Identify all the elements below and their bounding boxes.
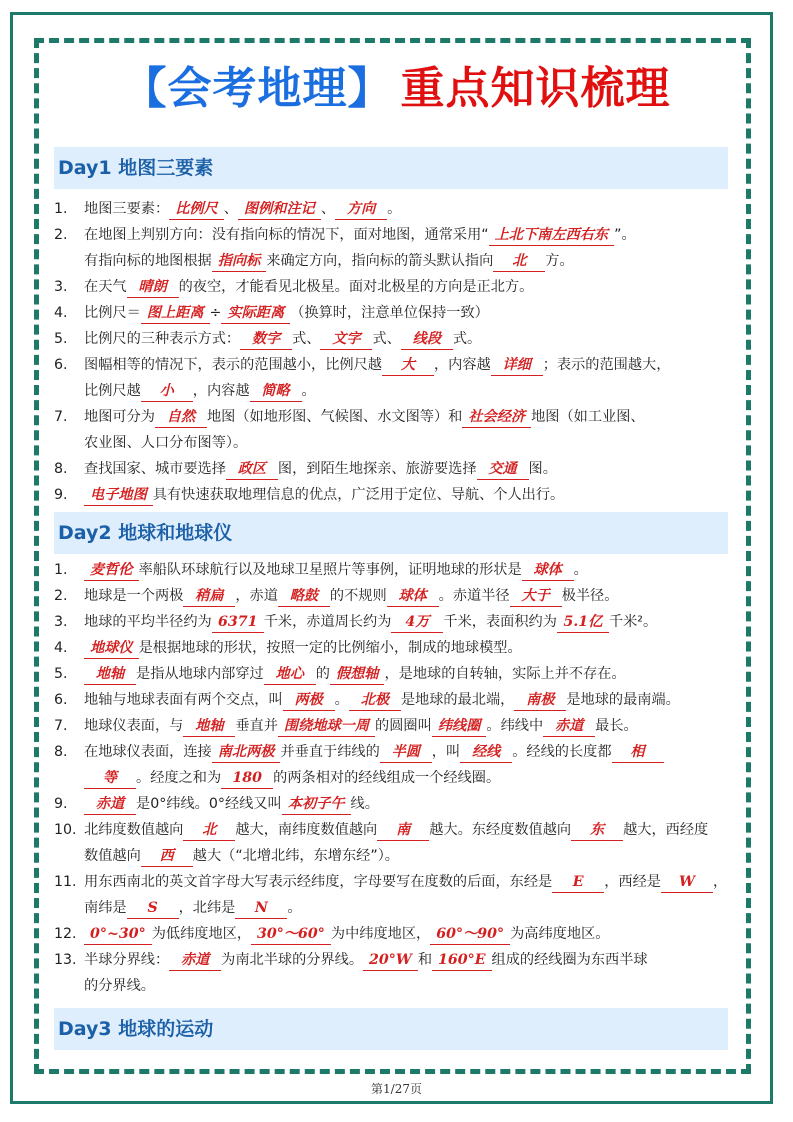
answer-blank: 麦哲伦 xyxy=(84,560,139,581)
answer-blank: 晴朗 xyxy=(127,277,179,298)
list-item xyxy=(54,404,734,456)
title-part2: 重点知识梳理 xyxy=(400,63,671,114)
answer-blank: 60°～90° xyxy=(430,924,510,945)
item-text: 。 xyxy=(573,562,588,578)
answer-blank: E xyxy=(552,872,604,893)
item-text: 率船队环球航行以及地球卫星照片等事例，证明地球的形状是 xyxy=(138,562,522,578)
item-text: 并垂直于纬线的 xyxy=(280,744,380,760)
item-text: 农业图、人口分布图等）。 xyxy=(84,435,248,451)
item-text: 北纬度数值越向 xyxy=(84,822,184,838)
section-day1-heading: Day1 地图三要素 xyxy=(54,147,728,189)
item-text: ；表示的范围越大， xyxy=(542,357,671,373)
item-number: 10. xyxy=(54,822,77,838)
item-number: 13. xyxy=(54,952,77,968)
answer-blank: 略鼓 xyxy=(278,586,330,607)
item-text: 式、 xyxy=(292,331,321,347)
item-line xyxy=(84,404,734,430)
answer-blank: 6371 xyxy=(212,612,264,633)
list-item xyxy=(54,739,734,791)
item-line xyxy=(84,973,734,999)
answer-blank: 自然 xyxy=(155,407,207,428)
item-text: 式。 xyxy=(452,331,482,347)
answer-blank: 本初子午 xyxy=(282,794,351,815)
item-text: 。 xyxy=(334,692,349,708)
item-number: 5. xyxy=(54,331,68,347)
item-text: 为中纬度地区， xyxy=(330,926,431,942)
answer-blank: 赤道 xyxy=(169,950,221,971)
item-text: 垂直并 xyxy=(235,718,278,734)
item-line xyxy=(84,635,734,661)
item-text: 的圆圈叫 xyxy=(375,718,432,734)
answer-blank: 北 xyxy=(183,820,235,841)
item-text: 。 xyxy=(301,383,316,399)
list-item xyxy=(54,609,734,635)
item-line xyxy=(84,661,734,687)
item-text: 式、 xyxy=(372,331,401,347)
item-text: ， xyxy=(712,874,728,890)
item-line xyxy=(84,609,734,635)
item-text: 极半径。 xyxy=(561,588,619,604)
item-line xyxy=(84,817,734,843)
answer-blank: 数字 xyxy=(240,329,292,350)
item-text: 南纬是 xyxy=(84,900,127,916)
item-number: 6. xyxy=(54,692,68,708)
item-text: 方。 xyxy=(545,253,574,269)
item-number: 9. xyxy=(54,487,68,503)
item-text: 最长。 xyxy=(595,718,638,734)
answer-blank: 赤道 xyxy=(84,794,136,815)
item-text: 越大，西经度 xyxy=(623,822,709,838)
answer-blank: S xyxy=(127,898,179,919)
item-text: 为高纬度地区。 xyxy=(510,926,610,942)
item-text: 线。 xyxy=(350,796,379,812)
item-text: 和 xyxy=(417,952,433,968)
answer-blank: 电子地图 xyxy=(84,485,153,506)
item-text: 的夜空，才能看见北极星。面对北极星的方向是正北方。 xyxy=(178,279,534,295)
list-item xyxy=(54,557,734,583)
item-line xyxy=(84,921,734,947)
item-text: 在地球仪表面，连接 xyxy=(84,744,212,760)
answer-blank: 北极 xyxy=(349,690,401,711)
answer-blank: 简略 xyxy=(250,381,302,402)
item-text: 地图（如工业图、 xyxy=(531,409,645,425)
item-text: 是根据地球的形状，按照一定的比例缩小，制成的地球模型。 xyxy=(138,640,522,656)
answer-blank: 0°~30° xyxy=(84,924,152,945)
item-text: ，西经是 xyxy=(604,874,661,890)
list-item xyxy=(54,222,734,274)
list-item xyxy=(54,583,734,609)
answer-blank: 地球仪 xyxy=(84,638,139,659)
item-line xyxy=(84,713,734,739)
item-text: ，赤道 xyxy=(235,588,278,604)
answer-blank: 球体 xyxy=(522,560,574,581)
answer-blank: 等 xyxy=(84,768,136,789)
page-number: 第1/27页 xyxy=(371,1082,422,1096)
answer-blank: 南 xyxy=(377,820,429,841)
item-text: 地球是一个两极 xyxy=(84,588,184,604)
day2-list xyxy=(54,557,734,999)
item-text: 。纬线中 xyxy=(486,718,544,734)
item-line xyxy=(84,248,734,274)
item-line xyxy=(84,895,734,921)
item-number: 4. xyxy=(54,640,68,656)
answer-blank: 指向标 xyxy=(212,251,267,272)
answer-blank: 半圆 xyxy=(380,742,432,763)
item-text: 有指向标的地图根据 xyxy=(84,253,212,269)
list-item xyxy=(54,869,734,921)
item-text: 数值越向 xyxy=(84,848,141,864)
item-line xyxy=(84,274,734,300)
item-number: 6. xyxy=(54,357,68,373)
list-item xyxy=(54,713,734,739)
item-text: 地球仪表面，与 xyxy=(84,718,184,734)
item-line xyxy=(84,352,734,378)
item-text: 在天气 xyxy=(84,279,127,295)
item-text: 比例尺越 xyxy=(84,383,141,399)
item-text: 、 xyxy=(223,201,238,217)
answer-blank: 实际距离 xyxy=(221,303,290,324)
answer-blank: 160°E xyxy=(432,950,492,971)
item-line xyxy=(84,791,734,817)
item-line xyxy=(84,430,734,456)
item-number: 8. xyxy=(54,461,68,477)
item-line xyxy=(84,326,734,352)
item-text: 是地球的最南端。 xyxy=(566,692,680,708)
answer-blank: 地轴 xyxy=(183,716,235,737)
answer-blank: 小 xyxy=(141,381,193,402)
item-number: 7. xyxy=(54,718,68,734)
item-text: 在地图上判别方向：没有指向标的情况下，面对地图，通常采用“ xyxy=(84,227,489,243)
list-item xyxy=(54,300,734,326)
list-item xyxy=(54,947,734,999)
item-number: 3. xyxy=(54,279,68,295)
item-number: 2. xyxy=(54,588,68,604)
item-text: ，叫 xyxy=(431,744,461,760)
item-text: ，北纬是 xyxy=(178,900,236,916)
item-line xyxy=(84,947,734,973)
answer-blank: 球体 xyxy=(387,586,439,607)
answer-blank: 30°～60° xyxy=(251,924,331,945)
answer-blank: 社会经济 xyxy=(462,407,531,428)
day1-list xyxy=(54,196,734,508)
list-item xyxy=(54,687,734,713)
item-line xyxy=(84,222,734,248)
list-item xyxy=(54,352,734,404)
answer-blank: 180 xyxy=(221,768,273,789)
item-line xyxy=(84,739,734,765)
answer-blank: 20°W xyxy=(363,950,418,971)
item-text: 、 xyxy=(320,201,336,217)
item-text: （换算时，注意单位保持一致） xyxy=(290,305,489,321)
item-text: 越大。东经度数值越向 xyxy=(429,822,572,838)
answer-blank: 南极 xyxy=(514,690,566,711)
item-text: 。经线的长度都 xyxy=(512,744,612,760)
item-number: 3. xyxy=(54,614,68,630)
section-day3-heading: Day3 地球的运动 xyxy=(54,1008,728,1050)
answer-blank: 交通 xyxy=(477,459,529,480)
item-line xyxy=(84,869,734,895)
item-text: 。赤道半径 xyxy=(438,588,510,604)
item-text: 。经度之和为 xyxy=(136,770,222,786)
item-text: 。 xyxy=(387,201,402,217)
list-item xyxy=(54,921,734,947)
list-item xyxy=(54,635,734,661)
item-text: ÷ xyxy=(209,305,222,321)
answer-blank: 东 xyxy=(571,820,623,841)
answer-blank: 政区 xyxy=(226,459,278,480)
item-text: 千米²。 xyxy=(608,614,658,630)
item-line xyxy=(84,843,734,869)
item-line xyxy=(84,583,734,609)
answer-blank: 相 xyxy=(612,742,664,763)
item-number: 2. xyxy=(54,227,68,243)
list-item xyxy=(54,274,734,300)
item-text: ，内容越 xyxy=(433,357,491,373)
list-item xyxy=(54,817,734,869)
list-item xyxy=(54,326,734,352)
answer-blank: 经线 xyxy=(460,742,512,763)
answer-blank: N xyxy=(235,898,287,919)
item-text: 为低纬度地区， xyxy=(151,926,252,942)
item-text: 地球的平均半径约为 xyxy=(84,614,212,630)
answer-blank: 北 xyxy=(493,251,545,272)
title-part1: 【会考地理】 xyxy=(122,63,393,114)
item-text: 比例尺的三种表示方式： xyxy=(84,331,241,347)
answer-blank: 图上距离 xyxy=(141,303,210,324)
item-text: ，内容越 xyxy=(192,383,250,399)
item-line xyxy=(84,687,734,713)
item-text: 地图可分为 xyxy=(84,409,155,425)
item-text: 查找国家、城市要选择 xyxy=(84,461,226,477)
answer-blank: 大 xyxy=(382,355,434,376)
item-line xyxy=(84,557,734,583)
answer-blank: 围绕地球一周 xyxy=(278,716,375,737)
item-line xyxy=(84,456,734,482)
item-number: 5. xyxy=(54,666,68,682)
answer-blank: 文字 xyxy=(320,329,372,350)
item-text: 是0°纬线。0°经线又叫 xyxy=(136,796,282,812)
item-line xyxy=(84,300,734,326)
answer-blank: 5.1亿 xyxy=(557,612,609,633)
answer-blank: W xyxy=(661,872,713,893)
item-text: 组成的经线圈为东西半球 xyxy=(491,952,648,968)
item-line xyxy=(84,378,734,404)
item-text: 千米，表面积约为 xyxy=(443,614,557,630)
item-number: 1. xyxy=(54,201,68,217)
item-text: 地图（如地形图、气候图、水文图等）和 xyxy=(206,409,463,425)
answer-blank: 比例尺 xyxy=(169,199,224,220)
list-item xyxy=(54,482,734,508)
item-text: 来确定方向，指向标的箭头默认指向 xyxy=(266,253,494,269)
answer-blank: 南北两极 xyxy=(212,742,281,763)
item-text: 的两条相对的经线组成一个经线圈。 xyxy=(273,770,501,786)
item-text: 用东西南北的英文首字母大写表示经纬度，字母要写在度数的后面，东经是 xyxy=(84,874,553,890)
item-text: 地轴与地球表面有两个交点，叫 xyxy=(84,692,283,708)
answer-blank: 西 xyxy=(141,846,193,867)
item-text: ”。 xyxy=(614,227,636,243)
answer-blank: 线段 xyxy=(401,329,453,350)
item-text: 的不规则 xyxy=(329,588,387,604)
item-text: 千米，赤道周长约为 xyxy=(263,614,392,630)
item-line xyxy=(84,765,734,791)
item-text: 越大，南纬度数值越向 xyxy=(235,822,378,838)
item-number: 9. xyxy=(54,796,68,812)
item-text: 图幅相等的情况下，表示的范围越小，比例尺越 xyxy=(84,357,382,373)
item-text: 。 xyxy=(287,900,302,916)
item-text: 越大（“北增北纬，东增东经”）。 xyxy=(192,848,399,864)
answer-blank: 上北下南左西右东 xyxy=(489,225,615,246)
answer-blank: 地轴 xyxy=(84,664,136,685)
answer-blank: 图例和注记 xyxy=(238,199,321,220)
item-text: 半球分界线： xyxy=(84,952,170,968)
item-text: 具有快速获取地理信息的优点，广泛用于定位、导航、个人出行。 xyxy=(152,487,565,503)
item-text: 图。 xyxy=(528,461,557,477)
answer-blank: 4万 xyxy=(391,612,443,633)
answer-blank: 假想轴 xyxy=(330,664,385,685)
page-title xyxy=(0,52,793,116)
list-item xyxy=(54,661,734,687)
item-text: ，是地球的自转轴，实际上并不存在。 xyxy=(384,666,626,682)
item-line xyxy=(84,482,734,508)
item-number: 4. xyxy=(54,305,68,321)
section-day2-heading: Day2 地球和地球仪 xyxy=(54,512,728,554)
item-text: 图，到陌生地探亲、旅游要选择 xyxy=(277,461,477,477)
answer-blank: 赤道 xyxy=(543,716,595,737)
answer-blank: 地心 xyxy=(264,664,316,685)
item-number: 8. xyxy=(54,744,68,760)
item-text: 的分界线。 xyxy=(84,978,155,994)
answer-blank: 纬线圈 xyxy=(432,716,487,737)
item-line xyxy=(84,196,734,222)
item-number: 12. xyxy=(54,926,77,942)
list-item xyxy=(54,791,734,817)
answer-blank: 两极 xyxy=(283,690,335,711)
answer-blank: 详细 xyxy=(491,355,543,376)
item-text: 地图三要素： xyxy=(84,201,170,217)
answer-blank: 方向 xyxy=(335,199,387,220)
item-number: 7. xyxy=(54,409,68,425)
item-number: 11. xyxy=(54,874,77,890)
item-text: 是指从地球内部穿过 xyxy=(136,666,264,682)
answer-blank: 大于 xyxy=(510,586,562,607)
list-item xyxy=(54,456,734,482)
item-text: 是地球的最北端， xyxy=(400,692,515,708)
answer-blank: 稍扁 xyxy=(183,586,235,607)
list-item xyxy=(54,196,734,222)
item-text: 比例尺＝ xyxy=(84,305,141,321)
item-text: 的 xyxy=(315,666,330,682)
item-text: 为南北半球的分界线。 xyxy=(221,952,364,968)
item-number: 1. xyxy=(54,562,68,578)
